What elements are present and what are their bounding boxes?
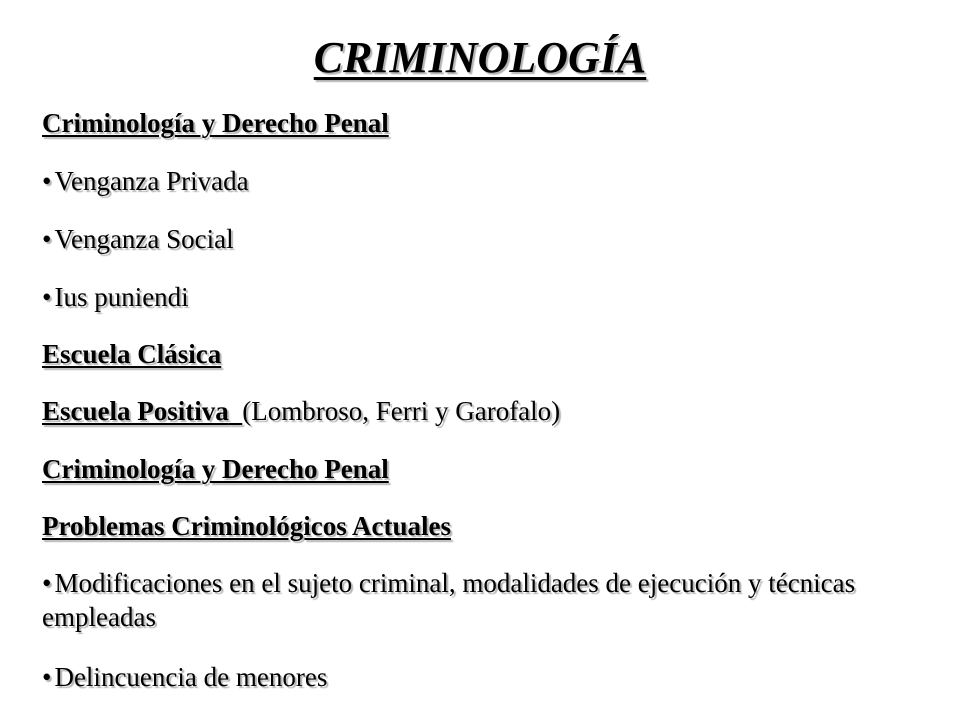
escuela-positiva-authors: (Lombroso, Ferri y Garofalo) xyxy=(242,396,561,426)
bullet-item-delincuencia-menores xyxy=(42,660,902,694)
heading-underline-trail xyxy=(229,396,243,426)
heading-escuela-positiva: Escuela Positiva xyxy=(42,396,229,426)
bullet-item-modificaciones xyxy=(42,566,902,634)
bullet-item-venganza-social xyxy=(42,222,902,256)
bullet-item-ius-puniendi xyxy=(42,280,902,314)
bullet-icon: • xyxy=(42,568,52,598)
bullet-icon: • xyxy=(42,224,52,254)
bullet-icon: • xyxy=(42,166,52,196)
bullet-item-label: Modificaciones en el sujeto criminal, modalidades de ejecución y técnicas empleadas xyxy=(42,568,856,632)
bullet-icon: • xyxy=(42,282,52,312)
slide-title: CRIMINOLOGÍA xyxy=(313,33,647,82)
bullet-item-label: Venganza Social xyxy=(54,224,234,254)
escuela-positiva-line xyxy=(42,394,912,428)
bullet-item-label: Delincuencia de menores xyxy=(54,662,328,692)
heading-criminologia-derecho-penal-2: Criminología y Derecho Penal xyxy=(42,454,389,484)
bullet-icon: • xyxy=(42,662,52,692)
heading-problemas-criminologicos: Problemas Criminológicos Actuales xyxy=(42,511,451,541)
bullet-item-venganza-privada xyxy=(42,164,902,198)
heading-criminologia-derecho-penal: Criminología y Derecho Penal xyxy=(42,108,389,138)
bullet-item-label: Venganza Privada xyxy=(54,166,249,196)
bullet-item-label: Ius puniendi xyxy=(54,282,189,312)
heading-escuela-clasica: Escuela Clásica xyxy=(42,339,222,369)
